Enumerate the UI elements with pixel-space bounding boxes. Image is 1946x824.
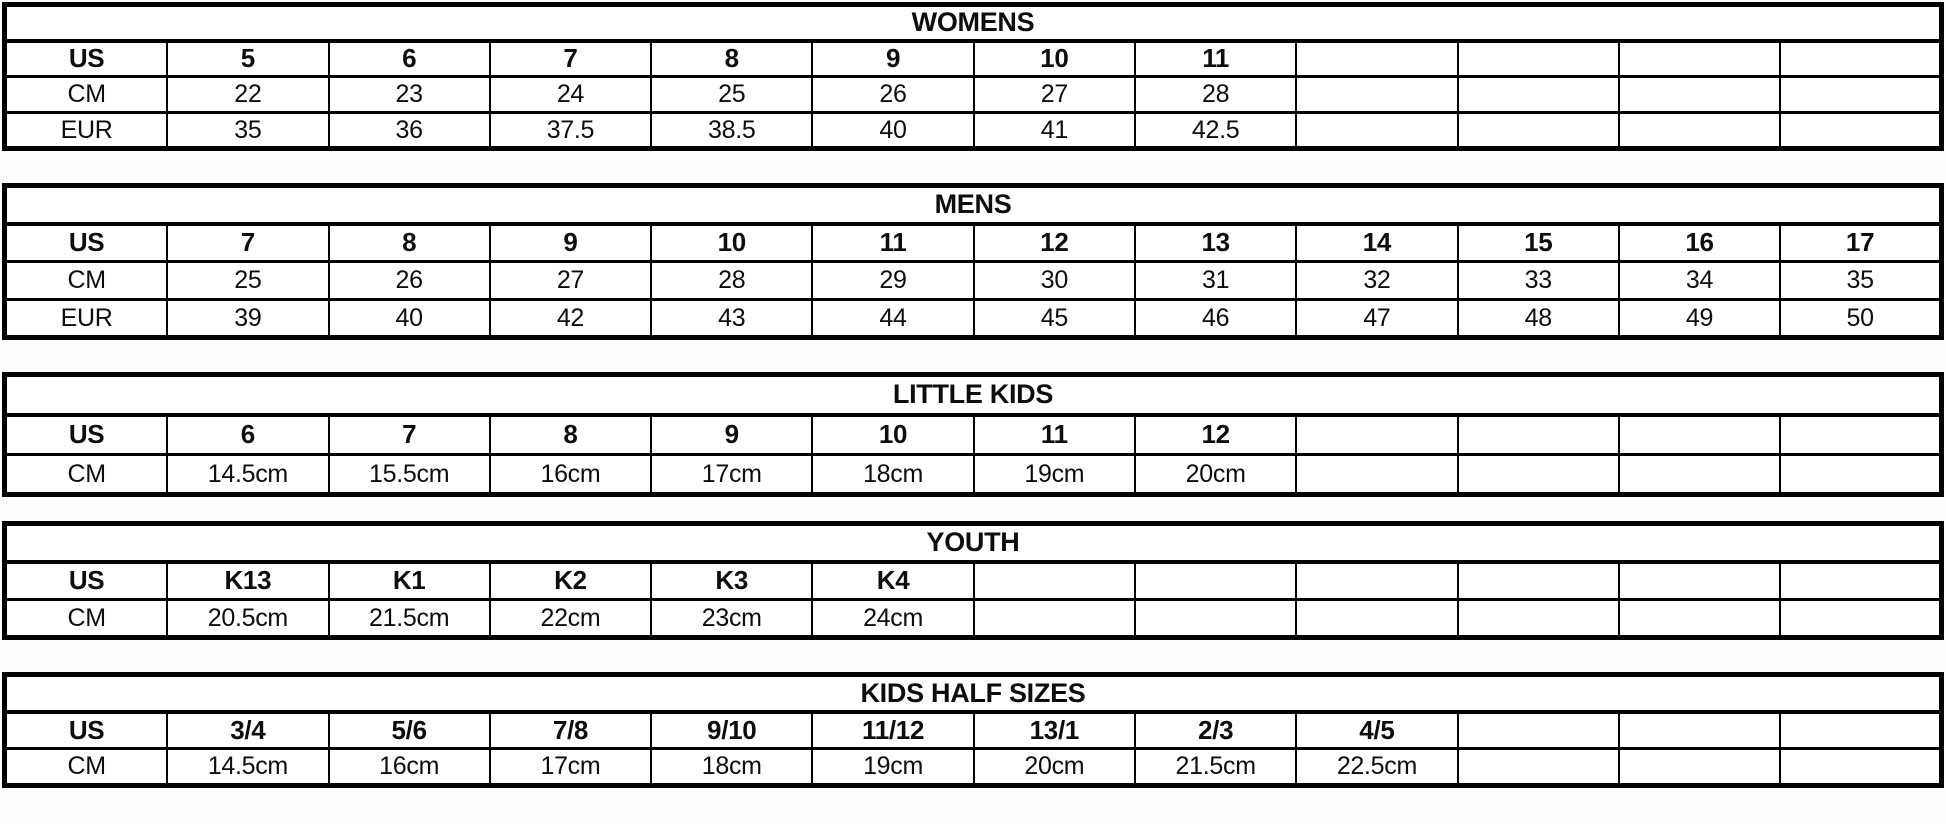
table-title: MENS — [5, 186, 1942, 224]
table-title-row — [5, 5, 1942, 41]
size-cell — [1458, 712, 1619, 749]
size-cell: 33 — [1458, 262, 1619, 300]
size-cell: 24 — [490, 77, 651, 113]
size-cell: 8 — [490, 415, 651, 455]
row-label: US — [5, 562, 168, 600]
table-row-us — [5, 41, 1942, 77]
size-cell: 39 — [167, 300, 328, 338]
size-table-womens — [2, 2, 1944, 151]
row-label: CM — [5, 262, 168, 300]
size-cell: 22cm — [490, 600, 651, 638]
size-cell: 25 — [167, 262, 328, 300]
row-label: CM — [5, 77, 168, 113]
size-cell — [1296, 455, 1457, 495]
size-cell: 5 — [167, 41, 328, 77]
size-cell: 17cm — [490, 749, 651, 786]
size-cell: 16 — [1619, 224, 1780, 262]
size-cell: 44 — [812, 300, 973, 338]
size-cell: 32 — [1296, 262, 1457, 300]
size-cell — [974, 562, 1135, 600]
size-cell — [1458, 562, 1619, 600]
size-cell: 7 — [167, 224, 328, 262]
size-cell: 38.5 — [651, 113, 812, 149]
table-row-us — [5, 712, 1942, 749]
size-cell — [1458, 749, 1619, 786]
size-table-little-kids — [2, 372, 1944, 497]
row-label: CM — [5, 600, 168, 638]
size-cell — [1780, 415, 1941, 455]
size-cell — [1780, 77, 1941, 113]
size-cell: 21.5cm — [329, 600, 490, 638]
table-row-us — [5, 415, 1942, 455]
size-cell: 27 — [974, 77, 1135, 113]
size-cell: 18cm — [651, 749, 812, 786]
row-label: US — [5, 224, 168, 262]
size-cell — [1296, 600, 1457, 638]
table-title-row — [5, 524, 1942, 562]
table-title-row — [5, 375, 1942, 415]
size-cell: 10 — [974, 41, 1135, 77]
table-row-eur — [5, 300, 1942, 338]
row-label: US — [5, 712, 168, 749]
size-cell: 21.5cm — [1135, 749, 1296, 786]
size-cell: 14.5cm — [167, 455, 328, 495]
size-cell — [1458, 113, 1619, 149]
size-cell — [1619, 41, 1780, 77]
size-cell: 7/8 — [490, 712, 651, 749]
size-cell: 14.5cm — [167, 749, 328, 786]
size-cell — [1619, 562, 1780, 600]
size-table-kids-half-sizes — [2, 672, 1944, 788]
size-cell — [1296, 562, 1457, 600]
size-cell: 22 — [167, 77, 328, 113]
size-cell: 13 — [1135, 224, 1296, 262]
table-row-eur — [5, 113, 1942, 149]
size-cell: 12 — [1135, 415, 1296, 455]
table-row-cm — [5, 455, 1942, 495]
size-cell — [1135, 562, 1296, 600]
size-cell: 20.5cm — [167, 600, 328, 638]
size-cell: K3 — [651, 562, 812, 600]
size-cell — [1135, 600, 1296, 638]
size-cell — [1458, 41, 1619, 77]
size-cell — [1296, 415, 1457, 455]
size-cell: 27 — [490, 262, 651, 300]
size-cell: 28 — [651, 262, 812, 300]
size-cell: 11/12 — [812, 712, 973, 749]
size-cell: 9/10 — [651, 712, 812, 749]
size-cell: 4/5 — [1296, 712, 1457, 749]
size-cell: 20cm — [1135, 455, 1296, 495]
size-cell: 19cm — [974, 455, 1135, 495]
size-table-youth — [2, 521, 1944, 640]
table-row-us — [5, 224, 1942, 262]
size-cell: 5/6 — [329, 712, 490, 749]
size-cell: 47 — [1296, 300, 1457, 338]
size-cell: 29 — [812, 262, 973, 300]
size-cell: 25 — [651, 77, 812, 113]
size-cell: 6 — [167, 415, 328, 455]
size-cell: 14 — [1296, 224, 1457, 262]
size-cell: 34 — [1619, 262, 1780, 300]
size-cell: 36 — [329, 113, 490, 149]
size-cell: K1 — [329, 562, 490, 600]
size-cell: 15.5cm — [329, 455, 490, 495]
size-cell: 28 — [1135, 77, 1296, 113]
row-label: US — [5, 415, 168, 455]
table-title: WOMENS — [5, 5, 1942, 41]
size-cell: 9 — [651, 415, 812, 455]
size-cell: 22.5cm — [1296, 749, 1457, 786]
size-cell: 10 — [812, 415, 973, 455]
table-row-cm — [5, 749, 1942, 786]
table-row-cm — [5, 77, 1942, 113]
size-cell: K2 — [490, 562, 651, 600]
size-cell — [1458, 455, 1619, 495]
size-cell: 11 — [812, 224, 973, 262]
size-cell: K4 — [812, 562, 973, 600]
size-cell: 11 — [974, 415, 1135, 455]
size-cell — [1296, 41, 1457, 77]
table-title: YOUTH — [5, 524, 1942, 562]
size-cell: 10 — [651, 224, 812, 262]
row-label: EUR — [5, 113, 168, 149]
row-label: CM — [5, 455, 168, 495]
table-row-cm — [5, 600, 1942, 638]
size-cell: 23cm — [651, 600, 812, 638]
size-cell: 24cm — [812, 600, 973, 638]
size-cell: 46 — [1135, 300, 1296, 338]
size-cell — [1458, 600, 1619, 638]
size-cell — [1780, 455, 1941, 495]
size-cell: 42.5 — [1135, 113, 1296, 149]
size-cell — [1458, 415, 1619, 455]
row-label: US — [5, 41, 168, 77]
size-cell: 15 — [1458, 224, 1619, 262]
row-label: CM — [5, 749, 168, 786]
size-cell — [1296, 77, 1457, 113]
size-cell: 12 — [974, 224, 1135, 262]
size-cell — [1780, 749, 1941, 786]
size-cell: 6 — [329, 41, 490, 77]
table-row-cm — [5, 262, 1942, 300]
size-cell: 17 — [1780, 224, 1941, 262]
table-row-us — [5, 562, 1942, 600]
size-cell: 35 — [167, 113, 328, 149]
size-cell: 7 — [329, 415, 490, 455]
size-cell — [1780, 113, 1941, 149]
size-cell — [1619, 415, 1780, 455]
size-cell — [1780, 562, 1941, 600]
size-cell — [974, 600, 1135, 638]
size-cell: 50 — [1780, 300, 1941, 338]
size-cell: 41 — [974, 113, 1135, 149]
size-cell: 26 — [329, 262, 490, 300]
table-title-row — [5, 186, 1942, 224]
size-cell — [1619, 77, 1780, 113]
size-cell: 31 — [1135, 262, 1296, 300]
size-cell: 23 — [329, 77, 490, 113]
size-cell: 16cm — [329, 749, 490, 786]
size-cell: 16cm — [490, 455, 651, 495]
size-cell: 11 — [1135, 41, 1296, 77]
size-cell: 2/3 — [1135, 712, 1296, 749]
size-cell — [1780, 712, 1941, 749]
size-cell: 48 — [1458, 300, 1619, 338]
size-cell: 43 — [651, 300, 812, 338]
table-title: LITTLE KIDS — [5, 375, 1942, 415]
size-cell — [1296, 113, 1457, 149]
size-cell — [1619, 712, 1780, 749]
size-cell: 9 — [812, 41, 973, 77]
size-cell: 40 — [329, 300, 490, 338]
size-cell: 8 — [329, 224, 490, 262]
size-cell — [1619, 455, 1780, 495]
size-cell: 8 — [651, 41, 812, 77]
size-cell: 13/1 — [974, 712, 1135, 749]
size-cell — [1619, 113, 1780, 149]
size-cell: 30 — [974, 262, 1135, 300]
size-cell — [1458, 77, 1619, 113]
size-cell: 35 — [1780, 262, 1941, 300]
size-cell — [1780, 600, 1941, 638]
size-cell: 18cm — [812, 455, 973, 495]
size-cell: 40 — [812, 113, 973, 149]
size-cell: 20cm — [974, 749, 1135, 786]
size-cell: 42 — [490, 300, 651, 338]
row-label: EUR — [5, 300, 168, 338]
size-cell: 19cm — [812, 749, 973, 786]
size-cell: 7 — [490, 41, 651, 77]
size-cell: 17cm — [651, 455, 812, 495]
size-cell: 45 — [974, 300, 1135, 338]
table-title-row — [5, 675, 1942, 712]
size-cell: 37.5 — [490, 113, 651, 149]
size-cell: 3/4 — [167, 712, 328, 749]
size-cell: 26 — [812, 77, 973, 113]
size-cell — [1619, 749, 1780, 786]
size-cell: K13 — [167, 562, 328, 600]
size-cell — [1619, 600, 1780, 638]
size-cell: 49 — [1619, 300, 1780, 338]
table-title: KIDS HALF SIZES — [5, 675, 1942, 712]
size-cell — [1780, 41, 1941, 77]
size-table-mens — [2, 183, 1944, 340]
size-cell: 9 — [490, 224, 651, 262]
